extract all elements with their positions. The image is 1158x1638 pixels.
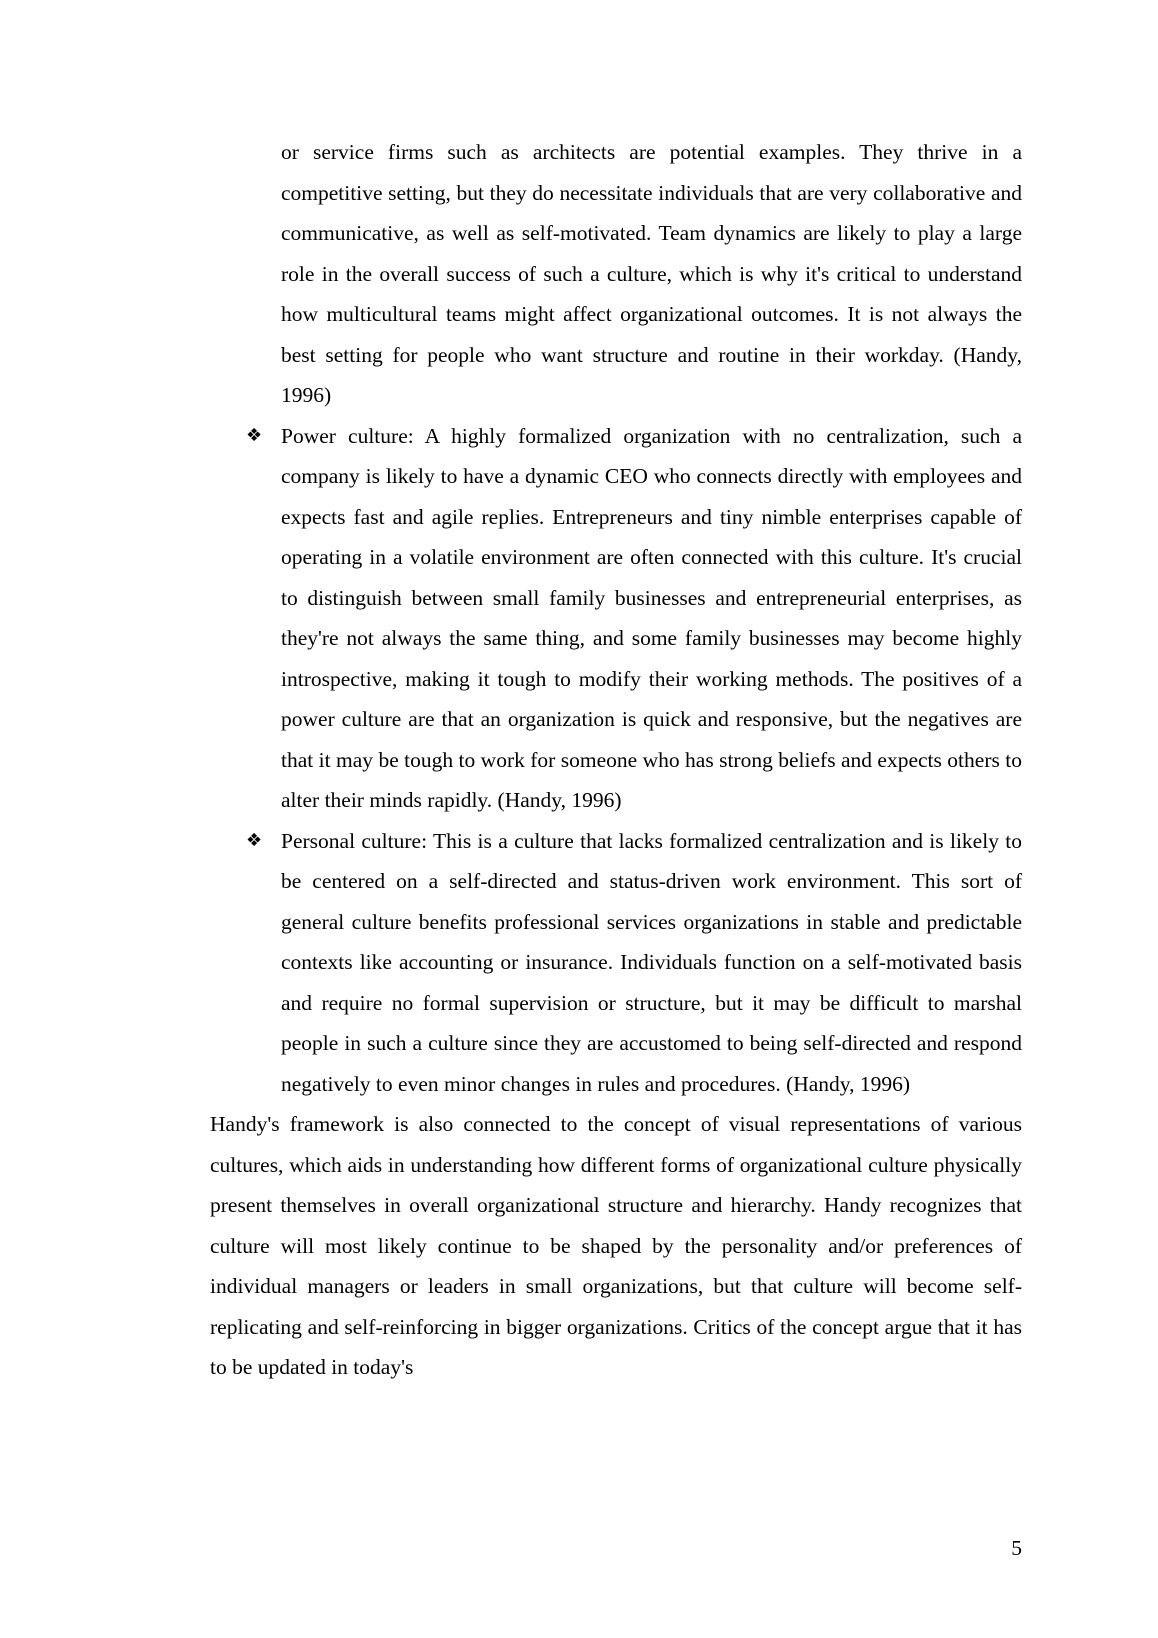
diamond-bullet-icon: ❖ — [246, 829, 263, 851]
power-culture-text: Power culture: A highly formalized organization with no centralization, such a company is likely to have a dynamic CEO who connects directly with employees and expects fast and agile replies. Entrepreneurs and tiny nimble enterprises capable of operating in a volatile environment are often connected with this culture. It's crucial to distinguish between small family businesses and entrepreneurial enterprises, as they're not always the same thing, and some family businesses may become highly introspective, making it tough to modify their working methods. The positives of a power culture are that an organization is quick and responsive, but the negatives are that it may be tough to work for someone who has strong beliefs and expects others to alter their minds rapidly. (Handy, 1996) — [281, 423, 1022, 812]
personal-culture-text: Personal culture: This is a culture that lacks formalized centralization and is likely to be centered on a self-directed and status-driven work environment. This sort of general culture benefits professional services organizations in stable and predictable contexts like accounting or insurance. Individuals function on a self-motivated basis and require no formal supervision or structure, but it may be difficult to marshal people in such a culture since they are accustomed to being self-directed and respond negatively to even minor changes in rules and procedures. (Handy, 1996) — [281, 828, 1022, 1096]
bullet-item-power-culture — [210, 416, 1022, 821]
page-number: 5 — [1011, 1536, 1022, 1560]
bullet-item-personal-culture — [210, 821, 1022, 1105]
diamond-bullet-icon: ❖ — [246, 424, 263, 446]
closing-paragraph: Handy's framework is also connected to the concept of visual representations of various cultures, which aids in understanding how different forms of organizational culture physically present themselves in overall organizational structure and hierarchy. Handy recognizes that culture will most likely continue to be shaped by the personality and/or preferences of individual managers or leaders in small organizations, but that culture will become self-replicating and self-reinforcing in bigger organizations. Critics of the concept argue that it has to be updated in today's — [210, 1112, 1022, 1379]
continuation-paragraph: or service firms such as architects are potential examples. They thrive in a competitive setting, but they do necessitate individuals that are very collaborative and communicative, as well as self-motivated. Team dynamics are likely to play a large role in the overall success of such a culture, which is why it's critical to understand how multicultural teams might affect organizational outcomes. It is not always the best setting for people who want structure and routine in their workday. (Handy, 1996) — [281, 140, 1022, 407]
page-content — [210, 132, 1022, 1388]
